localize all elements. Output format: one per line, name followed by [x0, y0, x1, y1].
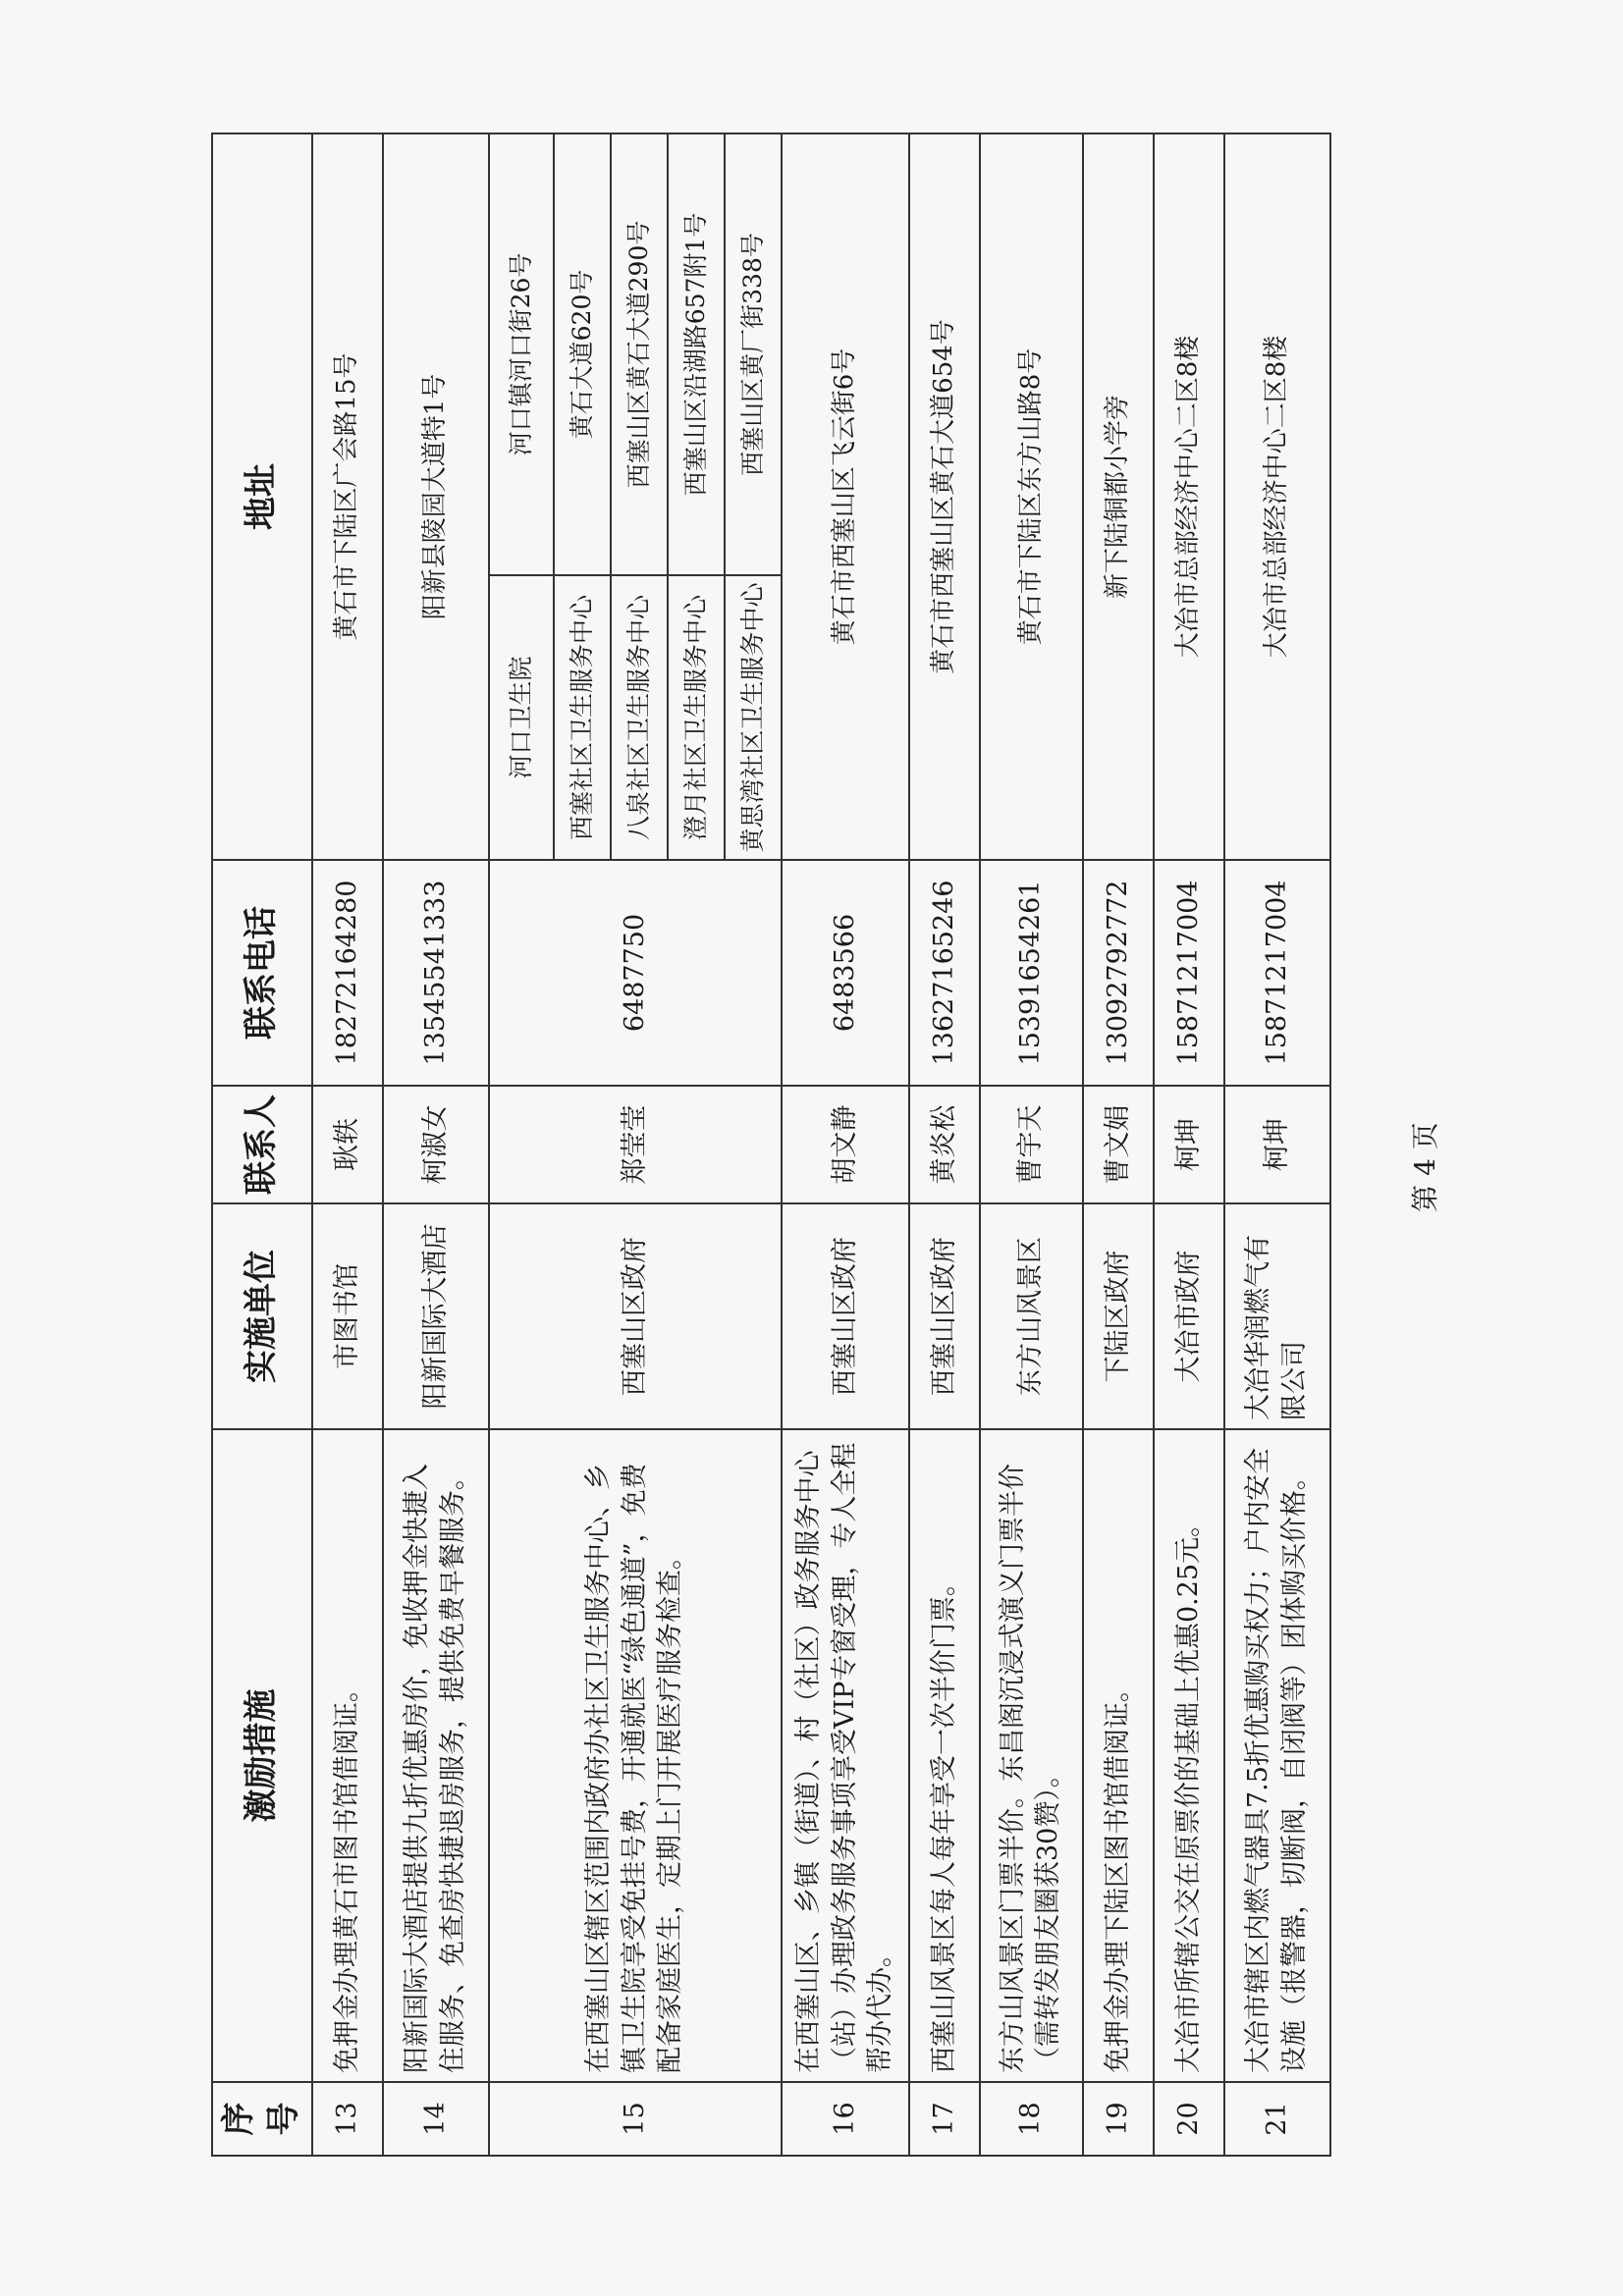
header-phone: 联系电话 — [212, 860, 312, 1086]
cell-contact: 曹文娟 — [1083, 1086, 1154, 1203]
cell-phone: 13545541333 — [383, 860, 489, 1086]
cell-contact: 耿轶 — [312, 1086, 383, 1203]
table-row — [312, 133, 383, 2156]
cell-unit: 东方山风景区 — [980, 1203, 1083, 1429]
cell-sub-name: 河口卫生院 — [489, 575, 554, 860]
cell-sub-address: 西塞山区黄厂街338号 — [725, 133, 782, 575]
cell-phone: 18272164280 — [312, 860, 383, 1086]
cell-phone: 6487750 — [489, 860, 782, 1086]
cell-sub-name: 西塞社区卫生服务中心 — [554, 575, 611, 860]
cell-measure: 大冶市所辖公交在原票价的基础上优惠0.25元。 — [1154, 1429, 1224, 2082]
cell-phone: 13092792772 — [1083, 860, 1154, 1086]
cell-unit: 市图书馆 — [312, 1203, 383, 1429]
header-seq: 序号 — [212, 2082, 312, 2156]
cell-address: 黄石市西塞山区黄石大道654号 — [909, 133, 980, 860]
cell-phone: 15871217004 — [1224, 860, 1330, 1086]
cell-seq: 17 — [909, 2082, 980, 2156]
cell-contact: 柯坤 — [1154, 1086, 1224, 1203]
cell-sub-address: 西塞山区沿湖路657附1号 — [668, 133, 725, 575]
table-row — [489, 133, 554, 2156]
header-contact: 联系人 — [212, 1086, 312, 1203]
cell-phone: 13627165246 — [909, 860, 980, 1086]
cell-phone: 6483566 — [782, 860, 909, 1086]
cell-contact: 曹宇天 — [980, 1086, 1083, 1203]
table-row — [782, 133, 909, 2156]
cell-sub-address: 黄石大道620号 — [554, 133, 611, 575]
cell-seq: 20 — [1154, 2082, 1224, 2156]
cell-measure: 阳新国际大酒店提供九折优惠房价，免收押金快捷入住服务、免查房快捷退房服务，提供免费早餐服务。 — [383, 1429, 489, 2082]
cell-address: 大冶市总部经济中心二区8楼 — [1154, 133, 1224, 860]
cell-seq: 19 — [1083, 2082, 1154, 2156]
cell-unit: 下陆区政府 — [1083, 1203, 1154, 1429]
cell-address: 黄石市下陆区广会路15号 — [312, 133, 383, 860]
cell-seq: 15 — [489, 2082, 782, 2156]
cell-unit: 西塞山区政府 — [782, 1203, 909, 1429]
cell-sub-address: 西塞山区黄石大道290号 — [611, 133, 668, 575]
table-row — [383, 133, 489, 2156]
cell-address: 阳新县陵园大道特1号 — [383, 133, 489, 860]
header-measure: 激励措施 — [212, 1429, 312, 2082]
cell-measure: 免押金办理黄石市图书馆借阅证。 — [312, 1429, 383, 2082]
cell-contact: 柯坤 — [1224, 1086, 1330, 1203]
table-header-row — [212, 133, 312, 2156]
table-row — [980, 133, 1083, 2156]
cell-measure: 东方山风景区门票半价。东昌阁沉浸式演义门票半价（需转发朋友圈获30赞）。 — [980, 1429, 1083, 2082]
cell-address: 黄石市西塞山区飞云街6号 — [782, 133, 909, 860]
cell-contact: 郑莹莹 — [489, 1086, 782, 1203]
cell-measure: 大冶市辖区内燃气器具7.5折优惠购买权力；户内安全设施（报警器，切断阀，自闭阀等）团体购买价格。 — [1224, 1429, 1330, 2082]
cell-address: 新下陆铜都小学旁 — [1083, 133, 1154, 860]
cell-measure: 西塞山风景区每人每年享受一次半价门票。 — [909, 1429, 980, 2082]
cell-unit: 大冶华润燃气有限公司 — [1224, 1203, 1330, 1429]
table-row — [1224, 133, 1330, 2156]
page-number: 第 4 页 — [1409, 1122, 1441, 1212]
table-row — [1154, 133, 1224, 2156]
cell-contact: 黄炎松 — [909, 1086, 980, 1203]
cell-seq: 21 — [1224, 2082, 1330, 2156]
cell-seq: 18 — [980, 2082, 1083, 2156]
table-row — [1083, 133, 1154, 2156]
cell-unit: 西塞山区政府 — [489, 1203, 782, 1429]
cell-sub-name: 澄月社区卫生服务中心 — [668, 575, 725, 860]
cell-unit: 大冶市政府 — [1154, 1203, 1224, 1429]
incentive-table — [211, 133, 1331, 2157]
cell-contact: 胡文静 — [782, 1086, 909, 1203]
cell-sub-address: 河口镇河口街26号 — [489, 133, 554, 575]
cell-seq: 13 — [312, 2082, 383, 2156]
cell-measure: 在西塞山区辖区范围内政府办社区卫生服务中心、乡镇卫生院享受免挂号费，开通就医“绿色通道”，免费配备家庭医生，定期上门开展医疗服务检查。 — [489, 1429, 782, 2082]
cell-phone: 15391654261 — [980, 860, 1083, 1086]
cell-address: 大冶市总部经济中心二区8楼 — [1224, 133, 1330, 860]
header-unit: 实施单位 — [212, 1203, 312, 1429]
cell-address: 黄石市下陆区东方山路8号 — [980, 133, 1083, 860]
cell-sub-name: 黄思湾社区卫生服务中心 — [725, 575, 782, 860]
table-row — [909, 133, 980, 2156]
cell-sub-name: 八泉社区卫生服务中心 — [611, 575, 668, 860]
cell-measure: 免押金办理下陆区图书馆借阅证。 — [1083, 1429, 1154, 2082]
cell-unit: 西塞山区政府 — [909, 1203, 980, 1429]
cell-contact: 柯淑女 — [383, 1086, 489, 1203]
cell-measure: 在西塞山区、乡镇（街道）、村（社区）政务服务中心（站）办理政务服务事项享受VIP专窗受理，专人全程帮办代办。 — [782, 1429, 909, 2082]
cell-phone: 15871217004 — [1154, 860, 1224, 1086]
cell-unit: 阳新国际大酒店 — [383, 1203, 489, 1429]
cell-seq: 14 — [383, 2082, 489, 2156]
header-address: 地址 — [212, 133, 312, 860]
cell-seq: 16 — [782, 2082, 909, 2156]
